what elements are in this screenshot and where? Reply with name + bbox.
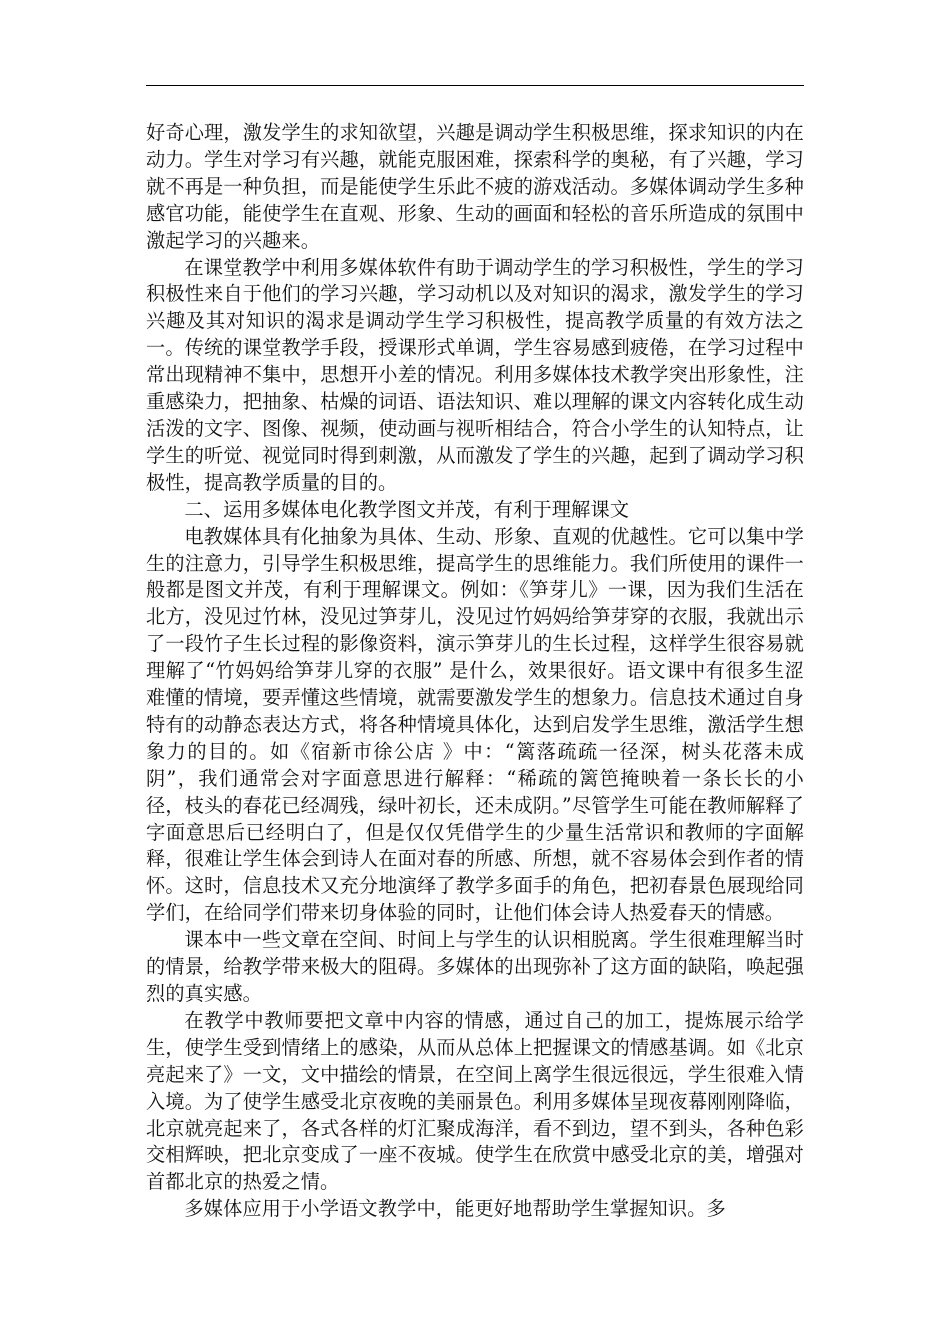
- paragraph: 电教媒体具有化抽象为具体、生动、形象、直观的优越性。它可以集中学生的注意力，引导学生积极思维，提高学生的思维能力。我们所使用的课件一般都是图文并茂，有利于理解课文。例如：《笋芽儿》一课，因为我们生活在北方，没见过竹林，没见过笋芽儿，没见过竹妈妈给笋芽穿的衣服，我就出示了一段竹子生长过程的影像资料，演示笋芽儿的生长过程，这样学生很容易就理解了“竹妈妈给笋芽儿穿的衣服” 是什么，效果很好。语文课中有很多生涩难懂的情境，要弄懂这些情境，就需要激发学生的想象力。信息技术通过自身特有的动静态表达方式，将各种情境具体化，达到启发学生思维，激活学生想象力的目的。如《宿新市徐公店 》中：“篱落疏疏一径深，树头花落未成阴”，我们通常会对字面意思进行解释：“稀疏的篱笆掩映着一条长长的小径，枝头的春花已经凋残，绿叶初长，还未成阴。”尽管学生可能在教师解释了字面意思后已经明白了，但是仅仅凭借学生的少量生活常识和教师的字面解释，很难让学生体会到诗人在面对春的所感、所想，就不容易体会到作者的情怀。这时，信息技术又充分地演绎了教学多面手的角色，把初春景色展现给同学们，在给同学们带来切身体验的同时，让他们体会诗人热爱春天的情感。: [146, 524, 804, 925]
- paragraph: 在课堂教学中利用多媒体软件有助于调动学生的学习积极性，学生的学习积极性来自于他们的学习兴趣，学习动机以及对知识的渴求，激发学生的学习兴趣及其对知识的渴求是调动学生学习积极性，提高教学质量的有效方法之一。传统的课堂教学手段，授课形式单调，学生容易感到疲倦，在学习过程中常出现精神不集中，思想开小差的情况。利用多媒体技术教学突出形象性，注重感染力，把抽象、枯燥的词语、语法知识、难以理解的课文内容转化成生动活泼的文字、图像、视频，使动画与视听相结合，符合小学生的认知特点，让学生的听觉、视觉同时得到刺激，从而激发了学生的兴趣，起到了调动学习积极性，提高教学质量的目的。: [146, 255, 804, 494]
- section-heading: 二、运用多媒体电化教学图文并茂，有利于理解课文: [184, 497, 630, 521]
- paragraph: 好奇心理，激发学生的求知欲望，兴趣是调动学生积极思维，探求知识的内在动力。学生对学习有兴趣，就能克服困难，探索科学的奥秘，有了兴趣，学习就不再是一种负担，而是能使学生乐此不疲的游戏活动。多媒体调动学生多种感官功能，能使学生在直观、形象、生动的画面和轻松的音乐所造成的氛围中激起学习的兴趣来。: [146, 121, 804, 252]
- paragraph: 在教学中教师要把文章中内容的情感，通过自己的加工，提炼展示给学生，使学生受到情绪上的感染，从而从总体上把握课文的情感基调。如《北京亮起来了》一文，文中描绘的情景，在空间上离学生很远很远，学生很难入情入境。为了使学生感受北京夜晚的美丽景色。利用多媒体呈现夜幕刚刚降临，北京就亮起来了，各式各样的灯汇聚成海洋，看不到边，望不到头，各种色彩交相辉映，把北京变成了一座不夜城。使学生在欣赏中感受北京的美，增强对首都北京的热爱之情。: [146, 1008, 804, 1194]
- paragraph: 课本中一些文章在空间、时间上与学生的认识相脱离。学生很难理解当时的情景，给教学带来极大的阻碍。多媒体的出现弥补了这方面的缺陷，唤起强烈的真实感。: [146, 928, 804, 1005]
- header-rule: [146, 85, 804, 86]
- paragraph: 多媒体应用于小学语文教学中，能更好地帮助学生掌握知识。多: [184, 1197, 726, 1221]
- body-text: [146, 120, 804, 1223]
